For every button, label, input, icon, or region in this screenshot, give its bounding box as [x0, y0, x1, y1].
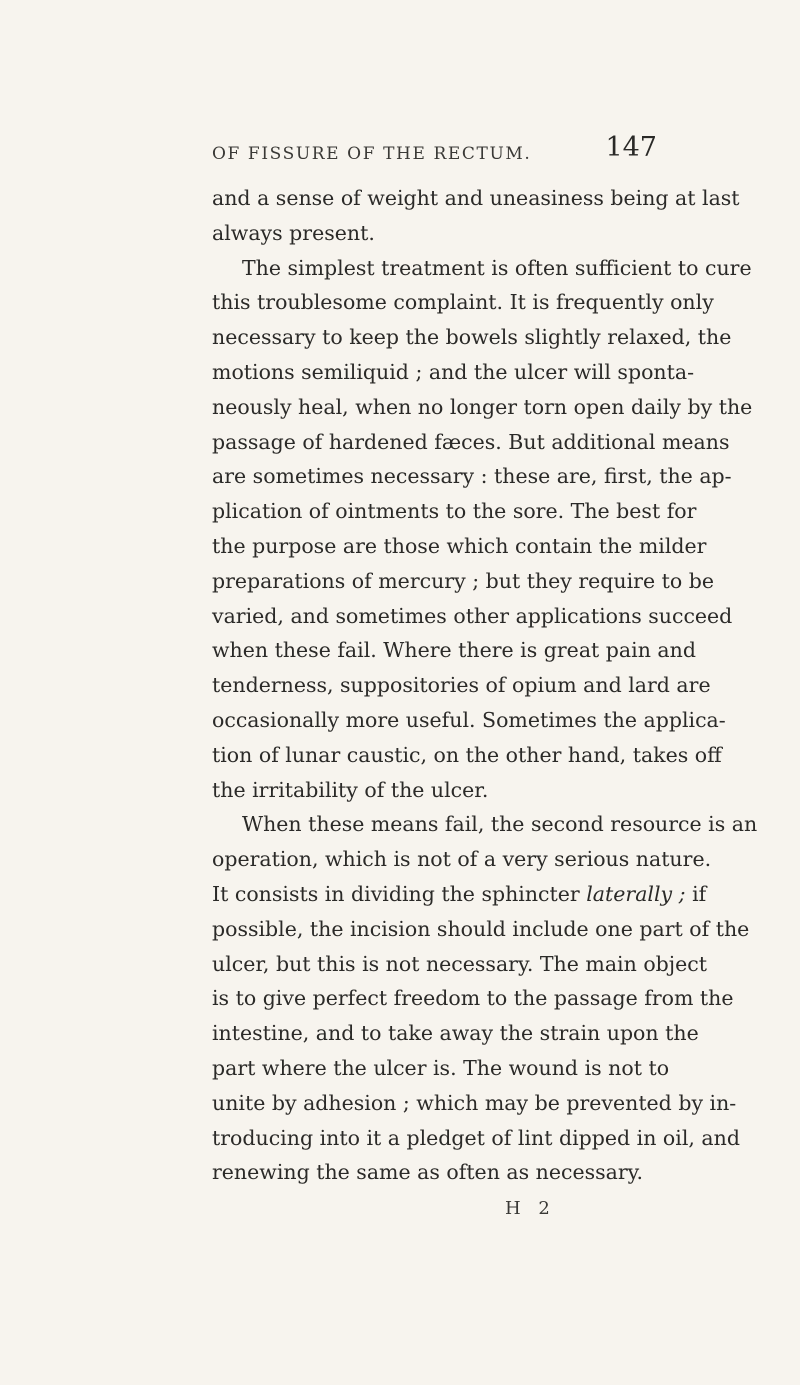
text-line: and a sense of weight and uneasiness being at last — [212, 186, 740, 210]
text-line: is to give perfect freedom to the passage from the — [212, 986, 734, 1011]
page-number: 147 — [605, 132, 657, 163]
text-line: intestine, and to take away the strain upon the — [212, 1021, 699, 1046]
italic-emphasis: laterally ; — [586, 881, 686, 906]
text-run: if — [692, 881, 707, 906]
text-line: are sometimes necessary : these are, first, the ap- — [212, 464, 732, 489]
text-line: when these fail. Where there is great pain and — [212, 638, 696, 663]
text-line: neously heal, when no longer torn open daily by the — [212, 394, 753, 419]
running-head: OF FISSURE OF THE RECTUM. — [212, 144, 532, 164]
text-line: possible, the incision should include one part of the — [212, 916, 750, 941]
text-line: passage of hardened fæces. But additional means — [212, 429, 730, 454]
body-text — [212, 181, 758, 1190]
text-line: this troublesome complaint. It is frequently only — [212, 290, 714, 315]
text-line: ulcer, but this is not necessary. The main object — [212, 951, 707, 976]
text-line: unite by adhesion ; which may be prevented by in- — [212, 1090, 737, 1115]
text-line: motions semiliquid ; and the ulcer will sponta- — [212, 359, 695, 384]
text-line: The simplest treatment is often sufficient to cure — [242, 255, 752, 280]
text-run: It consists in dividing the sphincter — [212, 881, 580, 906]
text-line-mixed — [212, 877, 707, 912]
text-line: operation, which is not of a very serious nature. — [212, 847, 712, 872]
text-line: preparations of mercury ; but they require to be — [212, 568, 714, 593]
text-line: occasionally more useful. Sometimes the applica- — [212, 707, 726, 732]
signature-mark: H 2 — [505, 1198, 556, 1219]
text-line: varied, and sometimes other applications succeed — [212, 603, 733, 628]
text-line: necessary to keep the bowels slightly relaxed, the — [212, 325, 732, 350]
text-line: troducing into it a pledget of lint dipped in oil, and — [212, 1125, 740, 1150]
page-header — [212, 132, 657, 172]
text-line: part where the ulcer is. The wound is not to — [212, 1055, 670, 1080]
text-line: tion of lunar caustic, on the other hand, takes off — [212, 742, 722, 767]
text-line: always present. — [212, 220, 375, 245]
text-line: plication of ointments to the sore. The best for — [212, 499, 697, 524]
text-line: When these means fail, the second resource is an — [242, 812, 758, 837]
text-line: the purpose are those which contain the milder — [212, 533, 707, 558]
text-line: the irritability of the ulcer. — [212, 777, 489, 802]
text-line: renewing the same as often as necessary. — [212, 1160, 644, 1185]
text-line: tenderness, suppositories of opium and lard are — [212, 673, 711, 698]
